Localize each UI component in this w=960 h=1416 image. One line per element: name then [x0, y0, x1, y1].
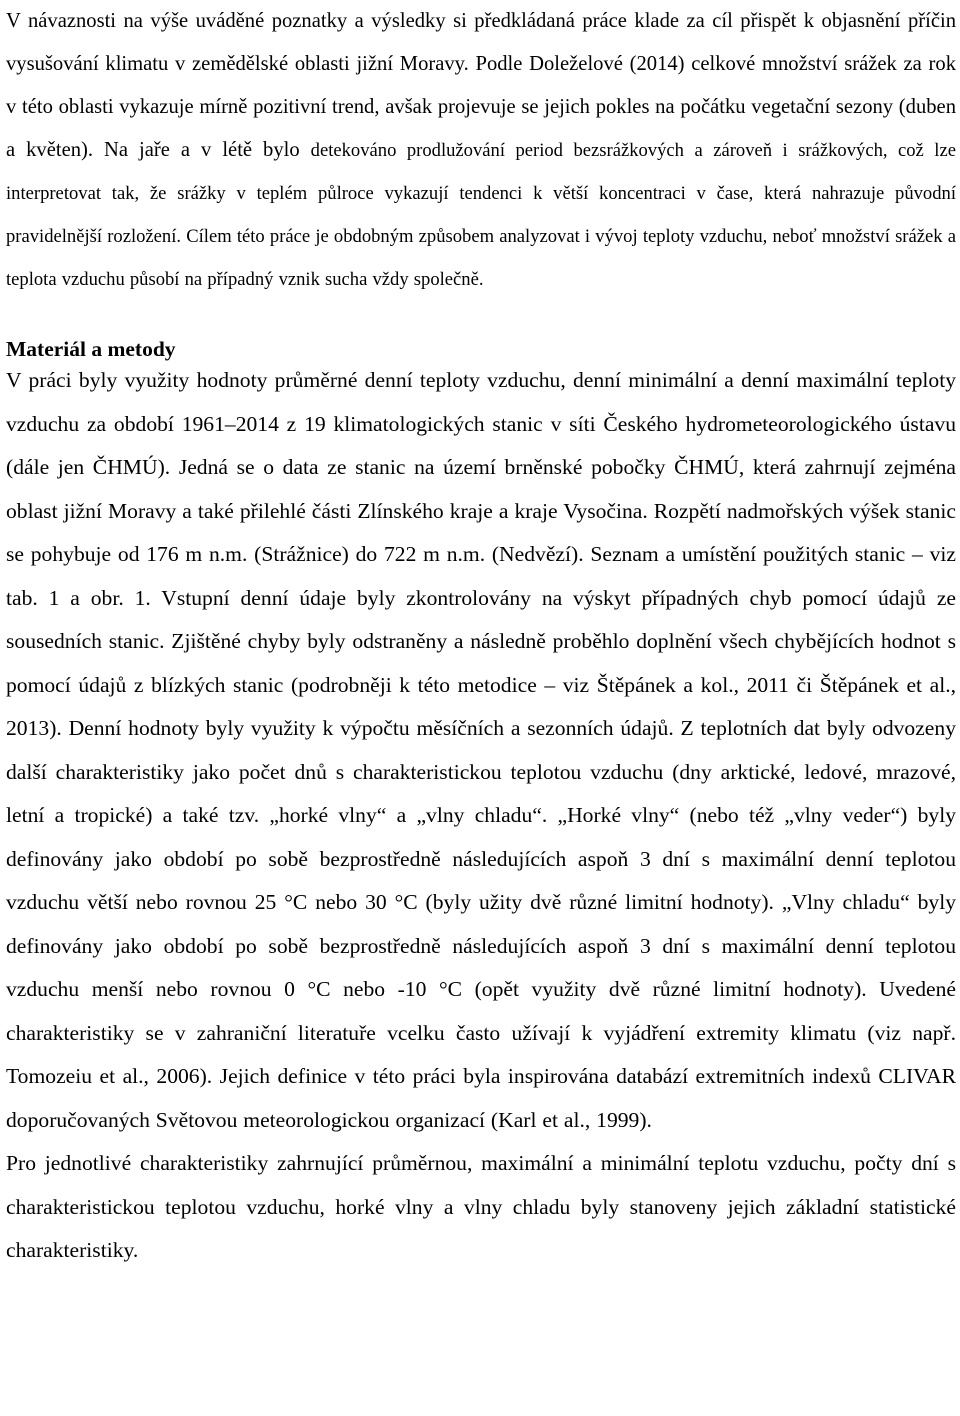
- intro-text-part1: V návaznosti na výše uváděné poznatky a výsledky si předkládaná práce klade za cíl přispět k objasnění příčin vysušování klimatu v zemědělské oblasti jižní Moravy. Podle Doleželové (2014) celkové množství srážek za rok v této oblasti vykazuje mírně pozitivní trend, avšak projevuje se jejich pokles na počátku vegetační sezony (duben a květen). Na jaře a v létě bylo: [6, 10, 956, 161]
- document-page: [6, 0, 956, 1273]
- intro-text-part2: detekováno prodlužování period bezsrážkových a zároveň i srážkových, což lze interpretovat tak, že srážky v teplém půlroce vykazují tendenci k větší koncentraci v čase, která nahrazuje původní pravidelnější rozložení. Cílem této práce je obdobným způsobem analyzovat i vývoj teploty vzduchu, neboť množství srážek a teplota vzduchu působí na případný vznik sucha vždy společně.: [6, 140, 956, 290]
- closing-paragraph: Pro jednotlivé charakteristiky zahrnující průměrnou, maximální a minimální teplotu vzduchu, počty dní s charakteristickou teplotou vzduchu, horké vlny a vlny chladu byly stanoveny jejich základní statistické charakteristiky.: [6, 1151, 956, 1262]
- methods-paragraph: V práci byly využity hodnoty průměrné denní teploty vzduchu, denní minimální a denní maximální teploty vzduchu za období 1961‒2014 z 19 klimatologických stanic v síti Českého hydrometeorologického ústavu (dále jen ČHMÚ). Jedná se o data ze stanic na území brněnské pobočky ČHMÚ, která zahrnují zejména oblast jižní Moravy a také přilehlé části Zlínského kraje a kraje Vysočina. Rozpětí nadmořských výšek stanic se pohybuje od 176 m n.m. (Strážnice) do 722 m n.m. (Nedvězí). Seznam a umístění použitých stanic – viz tab. 1 a obr. 1. Vstupní denní údaje byly zkontrolovány na výskyt případných chyb pomocí údajů ze sousedních stanic. Zjištěné chyby byly odstraněny a následně proběhlo doplnění všech chybějících hodnot s pomocí údajů z blízkých stanic (podrobněji k této metodice – viz Štěpánek a kol., 2011 či Štěpánek et al., 2013). Denní hodnoty byly využity k výpočtu měsíčních a sezonních údajů. Z teplotních dat byly odvozeny další charakteristiky jako počet dnů s charakteristickou teplotou vzduchu (dny arktické, ledové, mrazové, letní a tropické) a také tzv. „horké vlny“ a „vlny chladu“. „Horké vlny“ (nebo též „vlny veder“) byly definovány jako období po sobě bezprostředně následujících aspoň 3 dní s maximální denní teplotou vzduchu větší nebo rovnou 25 °C nebo 30 °C (byly užity dvě různé limitní hodnoty). „Vlny chladu“ byly definovány jako období po sobě bezprostředně následujících aspoň 3 dní s maximální denní teplotou vzduchu menší nebo rovnou 0 °C nebo -10 °C (opět využity dvě různé limitní hodnoty). Uvedené charakteristiky se v zahraniční literatuře vcelku často užívají k vyjádření extremity klimatu (viz např. Tomozeiu et al., 2006). Jejich definice v této práci byla inspirována databází extremitních indexů CLIVAR doporučovaných Světovou meteorologickou organizací (Karl et al., 1999).: [6, 368, 956, 1132]
- intro-paragraph: [6, 0, 956, 301]
- section-heading-methods: Materiál a metody: [6, 337, 176, 361]
